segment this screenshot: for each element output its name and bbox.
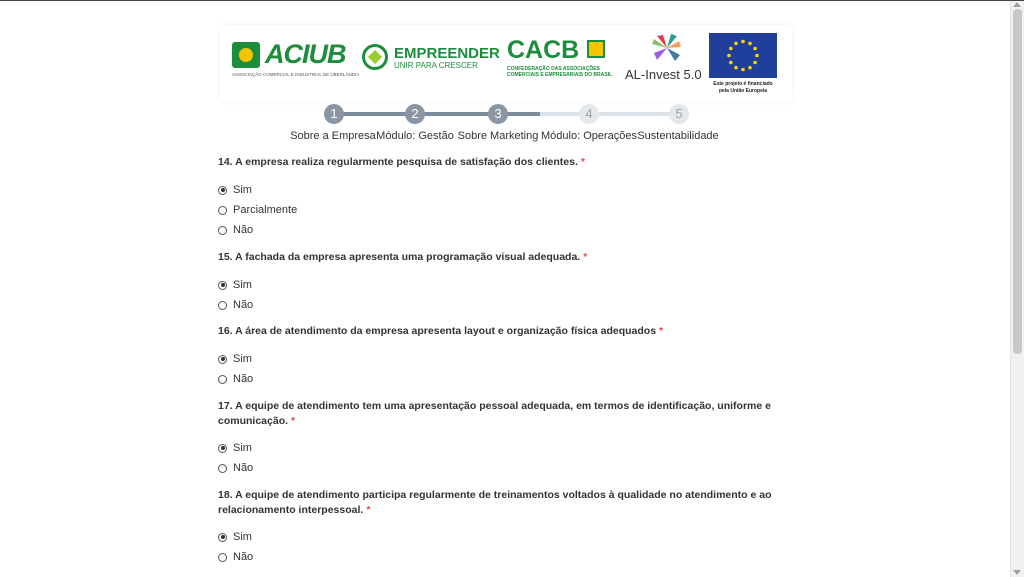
eu-star-icon xyxy=(741,40,745,44)
eu-star-icon xyxy=(748,66,752,70)
question-14-title xyxy=(218,155,788,170)
radio-button-selected[interactable] xyxy=(218,444,227,453)
step-1-dot[interactable]: 1 xyxy=(324,104,344,124)
al-invest-logo-mark xyxy=(651,33,683,63)
option-label: Não xyxy=(233,462,254,474)
question-17-option-nao[interactable] xyxy=(218,461,253,475)
eu-flag-icon xyxy=(709,33,777,78)
question-14-option-sim[interactable] xyxy=(218,183,252,197)
step-1-label: Sobre a Empresa xyxy=(290,130,376,142)
eu-logo xyxy=(709,33,777,99)
eu-star-icon xyxy=(729,61,733,65)
empreender-logo-name: EMPREENDER xyxy=(394,45,500,62)
cacb-logo-subtitle-2: COMERCIAIS E EMPRESARIAIS DO BRASIL xyxy=(507,72,613,78)
eu-star-icon xyxy=(741,68,745,72)
scroll-down-arrow-icon[interactable] xyxy=(1013,570,1021,575)
question-17-text: 17. A equipe de atendimento tem uma apresentação pessoal adequada, em termos de identificação, uniforme e comunicação. xyxy=(218,400,771,427)
empreender-logo xyxy=(360,41,500,81)
step-2-label: Módulo: Gestão xyxy=(376,130,454,142)
question-14-text: 14. A empresa realiza regularmente pesquisa de satisfação dos clientes. xyxy=(218,156,578,168)
question-16-title xyxy=(218,324,788,339)
step-4-label: Módulo: Operações xyxy=(541,130,637,142)
eu-star-icon xyxy=(753,61,757,65)
aciub-logo-name: ACIUB xyxy=(265,39,346,69)
eu-star-icon xyxy=(734,42,738,46)
empreender-logo-subtitle: UNIR PARA CRESCER xyxy=(394,61,478,70)
step-5-dot[interactable]: 5 xyxy=(669,104,689,124)
question-18-title xyxy=(218,488,788,518)
question-15-text: 15. A fachada da empresa apresenta uma programação visual adequada. xyxy=(218,251,581,263)
aciub-logo xyxy=(232,39,360,80)
cacb-logo xyxy=(507,38,619,82)
question-17-option-sim[interactable] xyxy=(218,441,252,455)
vertical-scrollbar[interactable] xyxy=(1010,1,1024,577)
question-14-option-parcialmente[interactable] xyxy=(218,203,297,217)
scrollbar-thumb[interactable] xyxy=(1013,9,1022,354)
radio-button-selected[interactable] xyxy=(218,281,227,290)
eu-star-icon xyxy=(727,54,731,58)
option-label: Não xyxy=(233,299,254,311)
eu-logo-caption-2: pela União Europeia xyxy=(718,88,768,94)
step-2-dot[interactable]: 2 xyxy=(405,104,425,124)
option-label: Sim xyxy=(233,531,252,543)
radio-button-selected[interactable] xyxy=(218,186,227,195)
step-3-dot[interactable]: 3 xyxy=(488,104,508,124)
option-label: Sim xyxy=(233,353,252,365)
step-3-label: Sobre Marketing xyxy=(457,130,539,142)
cacb-logo-name: CACB xyxy=(507,36,580,64)
stepper-track-pending xyxy=(540,112,680,116)
radio-button[interactable] xyxy=(218,301,227,310)
question-15-title xyxy=(218,250,788,265)
required-marker: * xyxy=(366,504,371,516)
option-label: Não xyxy=(233,551,254,563)
question-16-text: 16. A área de atendimento da empresa apresenta layout e organização física adequados xyxy=(218,325,657,337)
aciub-logo-subtitle: ASSOCIAÇÃO COMERCIAL E INDUSTRIAL DE UBERLÂNDIA xyxy=(232,72,360,77)
question-15-option-nao[interactable] xyxy=(218,298,253,312)
radio-button-selected[interactable] xyxy=(218,355,227,364)
al-invest-logo xyxy=(625,33,703,93)
radio-button[interactable] xyxy=(218,375,227,384)
partner-logos-banner xyxy=(220,25,792,101)
empreender-logo-mark xyxy=(362,44,388,70)
option-label: Sim xyxy=(233,442,252,454)
radio-button[interactable] xyxy=(218,206,227,215)
question-14-option-nao[interactable] xyxy=(218,223,253,237)
required-marker: * xyxy=(291,415,296,427)
eu-logo-caption-1: Este projeto é financiado xyxy=(713,81,773,87)
eu-star-icon xyxy=(755,54,759,58)
radio-button[interactable] xyxy=(218,464,227,473)
eu-star-icon xyxy=(748,42,752,46)
required-marker: * xyxy=(659,325,664,337)
aciub-logo-mark xyxy=(232,42,260,68)
eu-star-icon xyxy=(734,66,738,70)
option-label: Não xyxy=(233,373,254,385)
step-4-dot[interactable]: 4 xyxy=(579,104,599,124)
question-18-option-sim[interactable] xyxy=(218,530,252,544)
option-label: Sim xyxy=(233,279,252,291)
radio-button[interactable] xyxy=(218,553,227,562)
radio-button-selected[interactable] xyxy=(218,533,227,542)
scroll-up-arrow-icon[interactable] xyxy=(1013,2,1021,7)
question-18-text: 18. A equipe de atendimento participa regularmente de treinamentos voltados à qualidade no atendimento e ao relacionamento interpessoal. xyxy=(218,489,772,516)
question-18-option-nao[interactable] xyxy=(218,550,253,564)
question-16-option-sim[interactable] xyxy=(218,352,252,366)
question-17-title xyxy=(218,399,788,429)
required-marker: * xyxy=(583,251,588,263)
progress-stepper xyxy=(280,104,740,144)
cacb-logo-mark xyxy=(587,40,605,58)
cacb-logo-subtitle-1: CONFEDERAÇÃO DAS ASSOCIAÇÕES xyxy=(507,66,600,72)
required-marker: * xyxy=(580,156,585,168)
option-label: Parcialmente xyxy=(233,204,298,216)
al-invest-logo-name: AL-Invest 5.0 xyxy=(625,67,702,82)
option-label: Não xyxy=(233,224,254,236)
eu-star-icon xyxy=(729,47,733,51)
question-16-option-nao[interactable] xyxy=(218,372,253,386)
step-5-label: Sustentabilidade xyxy=(637,130,719,142)
radio-button[interactable] xyxy=(218,226,227,235)
stepper-track-completed xyxy=(334,112,540,116)
option-label: Sim xyxy=(233,184,252,196)
eu-star-icon xyxy=(753,47,757,51)
question-15-option-sim[interactable] xyxy=(218,278,252,292)
